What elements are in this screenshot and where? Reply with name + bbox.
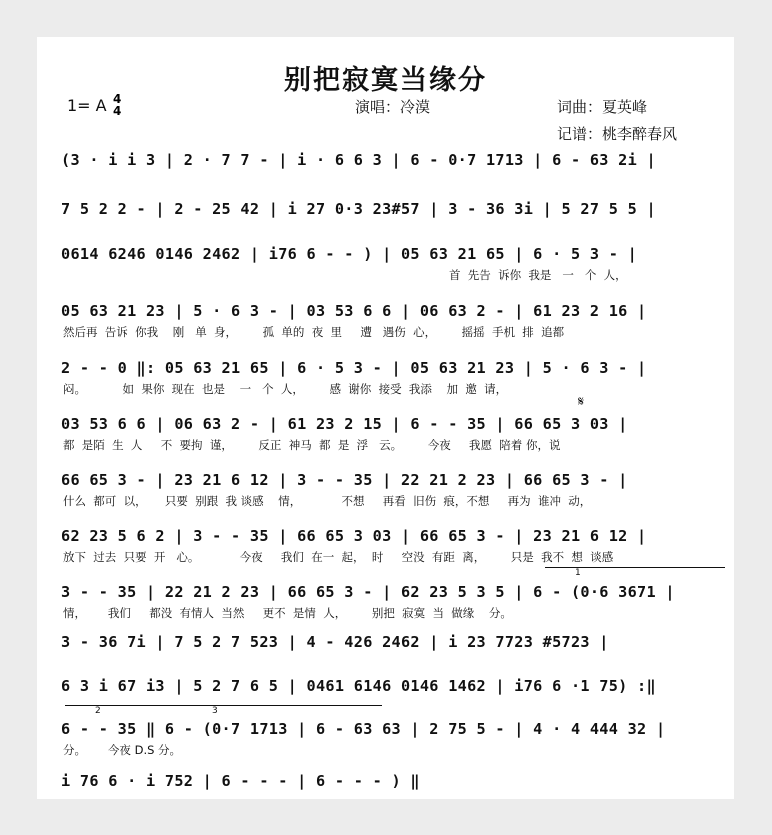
score-row-7: 66 65 3 - | 23 21 6 12 | 3 - - 35 | 22 21 2 23 | 66 65 3 - |	[61, 471, 628, 489]
song-title: 别把寂寞当缘分	[284, 65, 487, 96]
volta-1: 1	[545, 567, 725, 578]
lyric-line-6: 放下 过去 只要 开 心。 今夜 我们 在一 起， 时 空没 有距 离， 只是 我不 想 谈感	[63, 550, 614, 564]
score-sheet	[37, 37, 734, 799]
score-row-11: 6 3 i 67 i3 | 5 2 7 6 5 | 0461 6146 0146 1462 | i76 6 ·1 75) :‖	[61, 677, 656, 695]
time-signature	[113, 93, 121, 117]
lyric-line-1: 首 先告 诉你 我是 一 个 人，	[449, 268, 627, 282]
lyric-line-5: 什么 都可 以， 只要 别跟 我 谈感 情， 不想 再看 旧伤 痕，不想 再为 谁冲 动，	[63, 494, 592, 508]
score-row-13: i 76 6 · i 752 | 6 - - - | 6 - - - ) ‖	[61, 772, 420, 790]
lyricist-credit: 词曲：夏英峰	[557, 98, 648, 116]
score-row-12: 6 - - 35 ‖ 6 - (0·7 1713 | 6 - 63 63 | 2 75 5 - | 4 · 4 444 32 |	[61, 720, 666, 738]
score-row-3: 0614 6246 0146 2462 | i76 6 - - ) | 05 63 21 65 | 6 · 5 3 - |	[61, 245, 638, 263]
lyric-line-7: 情， 我们 都没 有情人 当然 更不 是情 人， 别把 寂寞 当 做缘 分。	[63, 606, 512, 620]
notation-credit: 记谱：桃李醉春风	[557, 125, 678, 143]
volta-2: 2	[65, 705, 205, 716]
volta-3: 3	[182, 705, 382, 716]
score-row-5: 2 - - 0 ‖: 05 63 21 65 | 6 · 5 3 - | 05 63 21 23 | 5 · 6 3 - |	[61, 359, 647, 377]
lyric-line-8: 分。 今夜 D.S 分。	[63, 743, 182, 757]
score-row-8: 62 23 5 6 2 | 3 - - 35 | 66 65 3 03 | 66 65 3 - | 23 21 6 12 |	[61, 527, 647, 545]
lyric-line-2: 然后再 告诉 你我 刚 单 身， 孤 单的 夜 里 遭 遇伤 心， 摇摇 手机 排 追都	[63, 325, 565, 339]
lyric-line-3: 闷。 如 果你 现在 也是 一 个 人， 感 谢你 接受 我添 加 邀 请，	[63, 382, 508, 396]
segno-sign: 𝄋	[578, 394, 585, 410]
lyric-line-4: 都 是陌 生 人 不 要拘 谨， 反正 神马 都 是 浮 云。 今夜 我愿 陪着 你，说	[63, 438, 561, 452]
score-row-4: 05 63 21 23 | 5 · 6 3 - | 03 53 6 6 | 06 63 2 - | 61 23 2 16 |	[61, 302, 647, 320]
score-row-2: 7 5 2 2 - | 2 - 25 42 | i 27 0·3 23#57 | 3 - 36 3i | 5 27 5 5 |	[61, 200, 656, 218]
time-signature-top: 4	[113, 92, 122, 106]
score-row-10: 3 - 36 7i | 7 5 2 7 523 | 4 - 426 2462 | i 23 7723 #5723 |	[61, 633, 609, 651]
score-row-1: (3 · i i 3 | 2 · 7 7 - | i · 6 6 3 | 6 - 0·7 1713 | 6 - 63 2i |	[61, 151, 656, 169]
score-row-6: 03 53 6 6 | 06 63 2 - | 61 23 2 15 | 6 - - 35 | 66 65 3 03 |	[61, 415, 628, 433]
key-signature: 1= A	[67, 96, 107, 115]
singer-credit: 演唱：冷漠	[355, 98, 431, 116]
time-signature-bottom: 4	[113, 104, 122, 118]
score-row-9: 3 - - 35 | 22 21 2 23 | 66 65 3 - | 62 23 5 3 5 | 6 - (0·6 3671 |	[61, 583, 675, 601]
